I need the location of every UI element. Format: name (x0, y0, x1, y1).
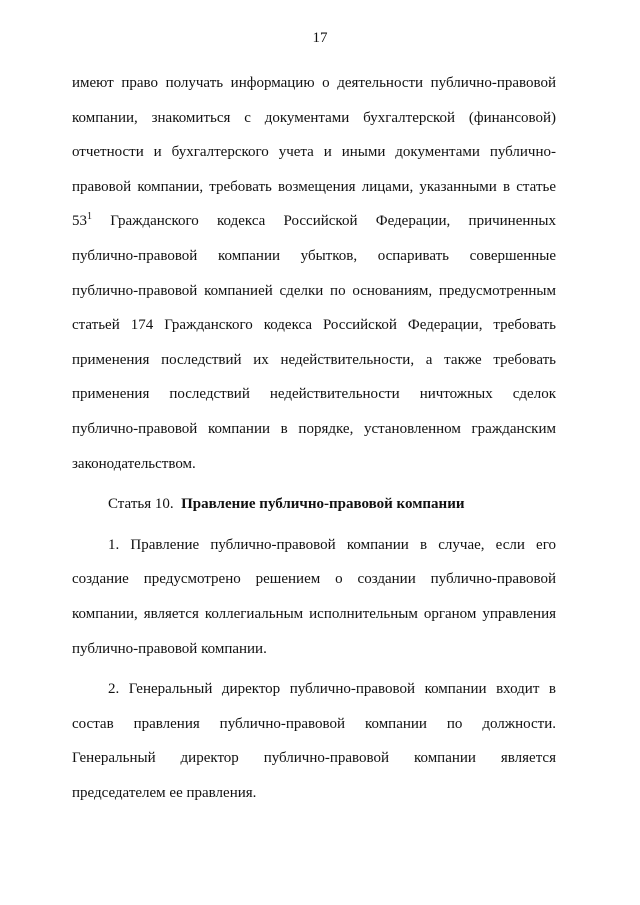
article-number: Статья 10. (108, 496, 174, 513)
intro-paragraph (72, 66, 556, 481)
text-line: правовой компании, требовать возмещения лицами, указанными в статье (72, 178, 556, 195)
text-line: компании, знакомиться с документами бухгалтерской (финансовой) (72, 109, 556, 126)
text-line: создание предусмотрено решением о создании публично-правовой (72, 571, 556, 588)
text-line: 1. Правление публично-правовой компании в случае, если его (108, 536, 556, 553)
text-line: имеют право получать информацию о деятельности публично-правовой (72, 75, 556, 91)
paragraph-1 (72, 528, 556, 666)
text-line: председателем ее правления. (72, 784, 257, 801)
text-line: статьей 174 Гражданского кодекса Российской Федерации, требовать (72, 317, 556, 334)
text-line: компании, является коллегиальным исполнительным органом управления (72, 605, 556, 622)
text-line: законодательством. (72, 455, 196, 472)
text-line: Генеральный директор публично-правовой компании является (72, 750, 556, 767)
paragraph-2 (72, 672, 556, 810)
text-line: публично-правовой компанией сделки по основаниям, предусмотренным (72, 282, 556, 299)
text-line: публично-правовой компании. (72, 640, 267, 657)
document-body (72, 66, 556, 810)
text-line (72, 204, 556, 239)
article-title: Правление публично-правовой компании (181, 496, 465, 513)
text-line: публично-правовой компании в порядке, установленном гражданским (72, 420, 556, 437)
text-line: отчетности и бухгалтерского учета и иными документами публично- (72, 144, 556, 161)
text-line: публично-правовой компании убытков, оспаривать совершенные (72, 247, 556, 264)
page-number: 17 (312, 30, 328, 46)
text-line: 2. Генеральный директор публично-правовой компании входит в (108, 681, 556, 698)
text-line: состав правления публично-правовой компании по должности. (72, 715, 556, 732)
text-line-rest: Гражданского кодекса Российской Федерации, причиненных (92, 213, 556, 230)
article-heading (72, 487, 556, 522)
article-reference-superscript: 1 (87, 211, 92, 223)
text-line: применения последствий их недействительности, а также требовать (72, 351, 556, 368)
text-line: применения последствий недействительности ничтожных сделок (72, 386, 556, 403)
article-reference: 53 (72, 213, 87, 230)
